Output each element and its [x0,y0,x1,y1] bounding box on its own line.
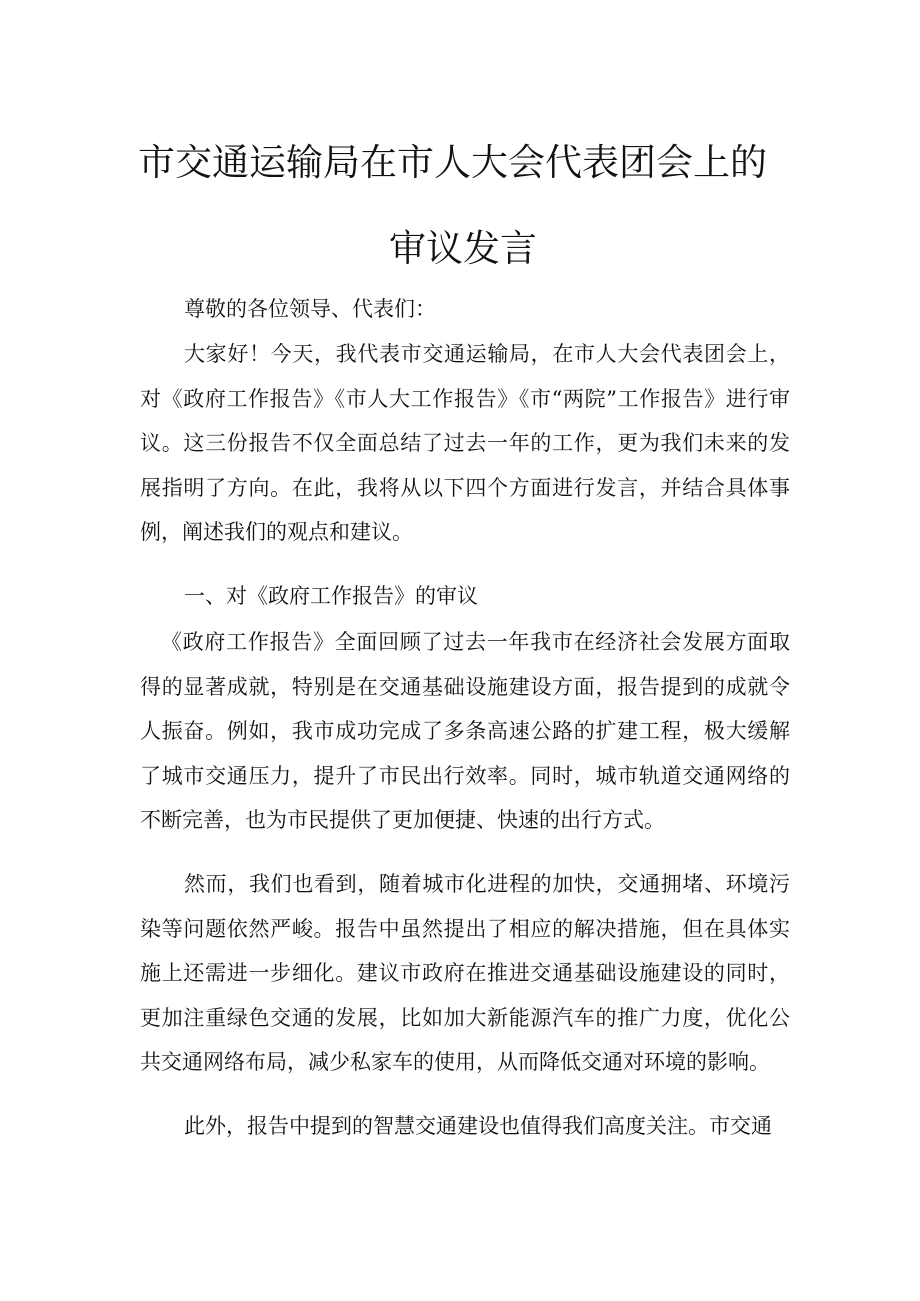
section-heading-1: 一、对《政府工作报告》的审议 [184,584,478,608]
salutation: 尊敬的各位领导、代表们： [184,297,436,321]
paragraph-government-report: 《政府工作报告》全面回顾了过去一年我市在经济社会发展方面取得的显著成就，特别是在交通基础设施建设方面，报告提到的成就令人振奋。例如，我市成功完成了多条高速公路的扩建工程，极大缓解了城市交通压力，提升了市民出行效率。同时，城市轨道交通网络的不断完善，也为市民提供了更加便捷、快速的出行方式。 [140,630,790,832]
document-title-line-1: 市交通运输局在市人大会代表团会上的 [138,141,767,184]
paragraph-smart-transport: 此外，报告中提到的智慧交通建设也值得我们高度关注。市交通 [184,1114,772,1138]
document-title-line-2: 审议发言 [389,227,537,270]
paragraph-issues: 然而，我们也看到，随着城市化进程的加快，交通拥堵、环境污染等问题依然严峻。报告中虽然提出了相应的解决措施，但在具体实施上还需进一步细化。建议市政府在推进交通基础设施建设的同时，更加注重绿色交通的发展，比如加大新能源汽车的推广力度，优化公共交通网络布局，减少私家车的使用，从而降低交通对环境的影响。 [140,872,790,1074]
paragraph-opening: 大家好！今天，我代表市交通运输局，在市人大会代表团会上，对《政府工作报告》《市人大工作报告》《市“两院”工作报告》进行审议。这三份报告不仅全面总结了过去一年的工作，更为我们未来的发展指明了方向。在此，我将从以下四个方面进行发言，并结合具体事例，阐述我们的观点和建议。 [140,342,790,544]
